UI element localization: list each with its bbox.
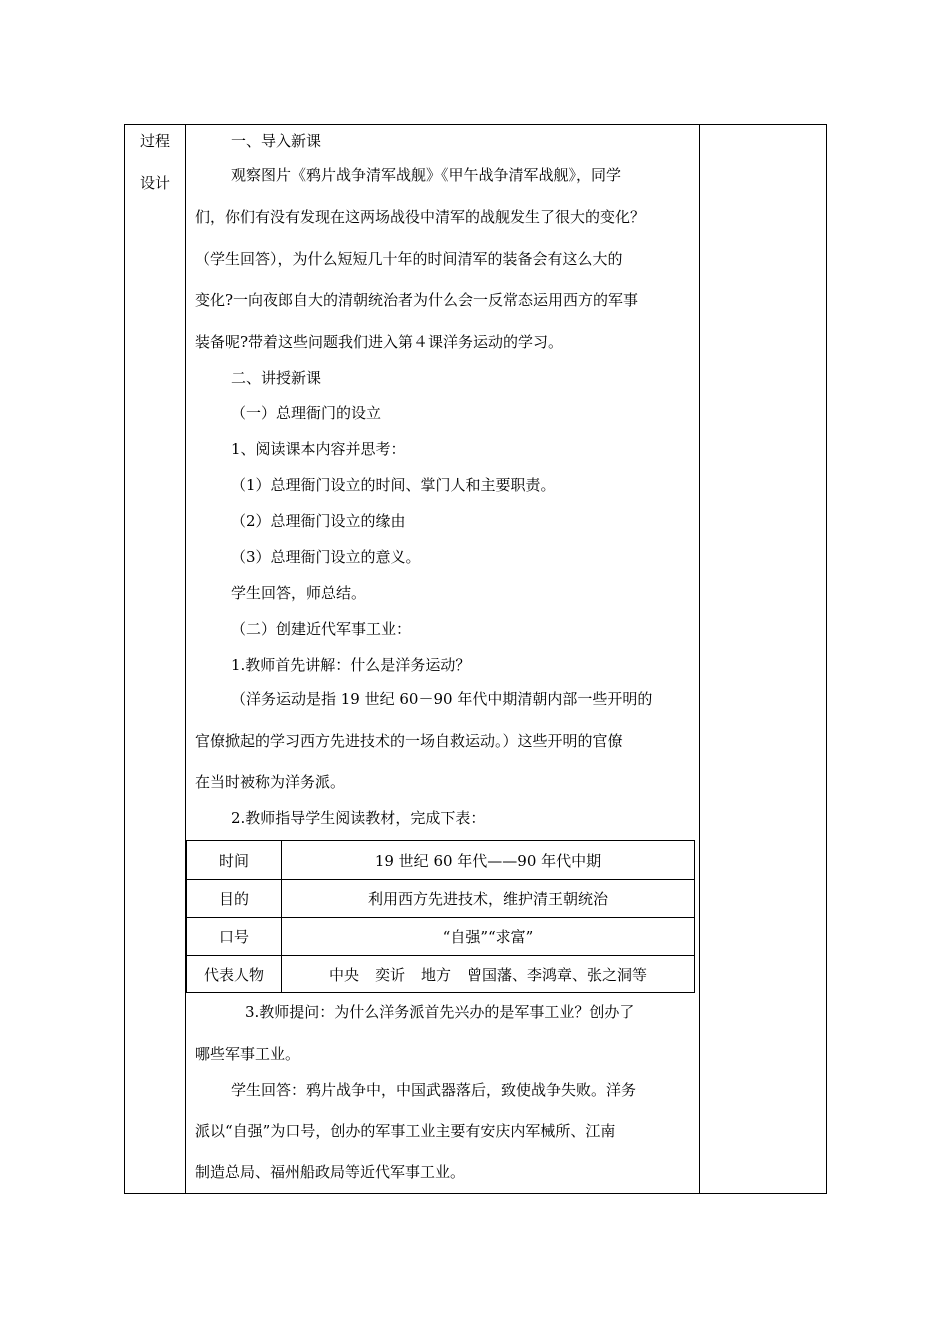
question-item: （3）总理衙门设立的意义。 [231,548,421,566]
row-label-line2: 设计 [139,174,170,192]
text-line: 在当时被称为洋务派。 [195,773,346,791]
text-line: 们，你们有没有发现在这两场战役中清军的战舰发生了很大的变化？ [195,208,646,226]
table-row [187,917,694,955]
table-cell-label: 代表人物 [203,965,264,984]
text-line: 学生回答：鸦片战争中，中国武器落后，致使战争失败。洋务 [231,1081,637,1099]
subsection-heading: （一）总理衙门的设立 [231,404,382,422]
text-line: 变化?一向夜郎自大的清朝统治者为什么会一反常态运用西方的军事 [195,291,639,309]
local-persons: 曾国藩、李鸿章、张之洞等 [467,965,648,984]
text-line: 装备呢?带着这些问题我们进入第４课洋务运动的学习。 [195,333,564,351]
table-cell-value: “自强”“求富” [281,918,694,955]
text-line: 学生回答，师总结。 [231,584,367,602]
text-line: （洋务运动是指 19 世纪 60－90 年代中期清朝内部一些开明的 [231,690,653,708]
table-row [187,879,694,917]
section-heading: 二、讲授新课 [231,369,322,387]
text-line: （学生回答），为什么短短几十年的时间清军的装备会有这么大的 [195,250,623,268]
column-divider [699,125,700,1193]
text-line: 2.教师指导学生阅读教材，完成下表： [231,809,486,827]
question-item: （2）总理衙门设立的缘由 [231,512,406,530]
section-heading: 一、导入新课 [231,132,322,150]
text-line: 1.教师首先讲解：什么是洋务运动？ [231,656,471,674]
column-divider [185,125,186,1193]
subsection-heading: （二）创建近代军事工业： [231,620,412,638]
table-row [187,955,694,992]
text-line: 观察图片《鸦片战争清军战舰》《甲午战争清军战舰》，同学 [231,166,622,184]
summary-table [186,840,695,993]
central-label: 中央 [328,965,359,984]
table-row [187,841,694,879]
central-person: 奕䜣 [374,965,405,984]
table-cell-label: 口号 [218,928,249,946]
text-line: 制造总局、福州船政局等近代军事工业。 [195,1163,466,1181]
local-label: 地方 [421,965,452,984]
text-line: 派以“自强”为口号，创办的军事工业主要有安庆内军械所、江南 [195,1122,616,1140]
table-cell-value [281,956,694,992]
table-cell-value: 19 世纪 60 年代——90 年代中期 [281,841,694,879]
table-cell-label: 时间 [218,851,249,870]
text-line: 官僚掀起的学习西方先进技术的一场自救运动。）这些开明的官僚 [195,732,623,750]
text-line: 3.教师提问：为什么洋务派首先兴办的是军事工业？创办了 [245,1003,635,1021]
question-item: （1）总理衙门设立的时间、掌门人和主要职责。 [231,476,556,494]
row-label-line1: 过程 [139,132,170,150]
table-cell-value: 利用西方先进技术，维护清王朝统治 [281,880,694,917]
text-line: 哪些军事工业。 [195,1045,301,1063]
lesson-table [124,124,827,1194]
text-line: 1、阅读课本内容并思考： [231,440,406,458]
table-cell-label: 目的 [218,890,249,908]
